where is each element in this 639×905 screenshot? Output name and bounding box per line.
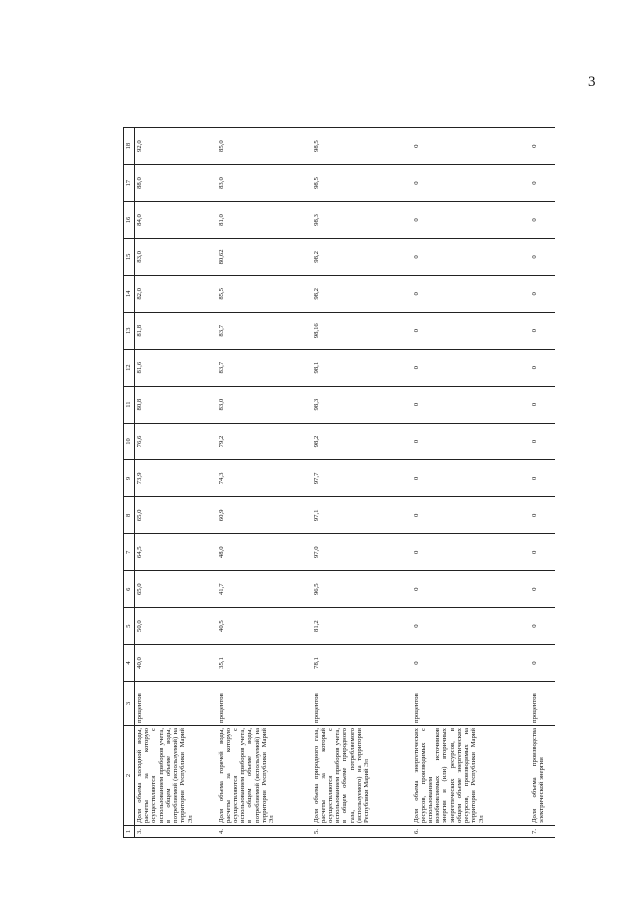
value-cell: 0 (412, 571, 530, 608)
value-cell: 0 (412, 423, 530, 460)
value-cell: 0 (412, 460, 530, 497)
value-cell: 88,0 (135, 165, 217, 202)
value-cell: 64,5 (135, 534, 217, 571)
value-cell: 60,9 (217, 497, 312, 534)
value-cell: 0 (412, 312, 530, 349)
column-header: 3 (124, 682, 135, 726)
value-cell: 0 (530, 349, 555, 386)
indicator-description: Доля объема холодной воды, расчеты за которую осуществляются с использованием приборов учета, в общем объеме воды, потребляемой (используемой) на территории Республики Марий Эл (135, 726, 217, 826)
value-cell: 0 (530, 460, 555, 497)
value-cell: 98,3 (312, 202, 412, 239)
value-cell: 98,2 (312, 238, 412, 275)
value-cell: 74,3 (217, 460, 312, 497)
value-cell: 79,2 (217, 423, 312, 460)
value-cell: 0 (412, 275, 530, 312)
value-cell: 0 (412, 238, 530, 275)
value-cell: 0 (530, 238, 555, 275)
row-number: 7. (530, 826, 555, 838)
indicators-table (123, 127, 555, 838)
column-header: 9 (124, 460, 135, 497)
column-header: 12 (124, 349, 135, 386)
value-cell: 98,2 (312, 275, 412, 312)
value-cell: 81,8 (135, 312, 217, 349)
column-header: 17 (124, 165, 135, 202)
value-cell: 0 (530, 386, 555, 423)
value-cell: 97,7 (312, 460, 412, 497)
value-cell: 83,0 (217, 386, 312, 423)
value-cell: 0 (412, 534, 530, 571)
value-cell: 80,62 (217, 238, 312, 275)
value-cell: 48,0 (217, 534, 312, 571)
table-row (312, 128, 412, 838)
column-header: 1 (124, 826, 135, 838)
column-header: 15 (124, 238, 135, 275)
value-cell: 85,5 (217, 275, 312, 312)
column-header: 2 (124, 726, 135, 826)
row-number: 3. (135, 826, 217, 838)
column-header: 7 (124, 534, 135, 571)
value-cell: 65,0 (135, 497, 217, 534)
table-body (135, 128, 555, 838)
value-cell: 84,0 (135, 202, 217, 239)
value-cell: 40,0 (135, 645, 217, 682)
value-cell: 0 (530, 423, 555, 460)
column-header: 5 (124, 608, 135, 645)
page-number: 3 (588, 74, 596, 90)
column-header: 18 (124, 128, 135, 165)
value-cell: 98,16 (312, 312, 412, 349)
value-cell: 78,1 (312, 645, 412, 682)
value-cell: 0 (530, 202, 555, 239)
table-row (530, 128, 555, 838)
table-row (412, 128, 530, 838)
indicator-description: Доля объема энергетических ресурсов, производимых с использованием возобновляемых источников энергии и (или) вторичных энергетических ресурсов, в общем объеме энергетических ресурсов, производимых на территории Республики Марий Эл (412, 726, 530, 826)
row-number: 4. (217, 826, 312, 838)
value-cell: 40,5 (217, 608, 312, 645)
value-cell: 0 (530, 571, 555, 608)
value-cell: 35,1 (217, 645, 312, 682)
value-cell: 81,2 (312, 608, 412, 645)
value-cell: 0 (412, 497, 530, 534)
value-cell: 0 (530, 645, 555, 682)
column-header: 13 (124, 312, 135, 349)
table-row (135, 128, 217, 838)
table-row (217, 128, 312, 838)
value-cell: 50,0 (135, 608, 217, 645)
value-cell: 0 (530, 497, 555, 534)
value-cell: 76,6 (135, 423, 217, 460)
value-cell: 0 (530, 128, 555, 165)
value-cell: 81,6 (135, 349, 217, 386)
value-cell: 98,3 (312, 386, 412, 423)
value-cell: 0 (412, 386, 530, 423)
column-header: 4 (124, 645, 135, 682)
value-cell: 0 (530, 534, 555, 571)
unit-cell: процентов (312, 682, 412, 726)
unit-cell: процентов (530, 682, 555, 726)
value-cell: 98,5 (312, 165, 412, 202)
value-cell: 81,0 (217, 202, 312, 239)
value-cell: 83,7 (217, 349, 312, 386)
value-cell: 82,0 (135, 275, 217, 312)
column-header: 6 (124, 571, 135, 608)
value-cell: 83,7 (217, 312, 312, 349)
value-cell: 96,5 (312, 571, 412, 608)
indicator-description: Доля объема природного газа, расчеты за который осуществляются с использованием приборов учета, в общем объеме природного газа, потребляемого (используемого) на территории Республики Марий Эл (312, 726, 412, 826)
value-cell: 0 (530, 165, 555, 202)
value-cell: 0 (412, 165, 530, 202)
value-cell: 83,0 (217, 165, 312, 202)
value-cell: 98,1 (312, 349, 412, 386)
unit-cell: процентов (135, 682, 217, 726)
unit-cell: процентов (412, 682, 530, 726)
rotated-table-area (123, 128, 573, 838)
row-number: 5. (312, 826, 412, 838)
value-cell: 98,2 (312, 423, 412, 460)
indicator-description: Доля объема производства электрической энергии (530, 726, 555, 826)
value-cell: 0 (412, 645, 530, 682)
value-cell: 0 (412, 608, 530, 645)
value-cell: 0 (412, 128, 530, 165)
value-cell: 83,0 (135, 238, 217, 275)
value-cell: 65,0 (135, 571, 217, 608)
value-cell: 0 (530, 608, 555, 645)
value-cell: 0 (412, 349, 530, 386)
value-cell: 41,7 (217, 571, 312, 608)
column-header: 11 (124, 386, 135, 423)
indicator-description: Доля объема горячей воды, расчеты за которую осуществляются с использованием приборов учета, в общем объеме воды, потребляемой (используемой) на территории Республики Марий Эл (217, 726, 312, 826)
value-cell: 80,8 (135, 386, 217, 423)
value-cell: 97,0 (312, 534, 412, 571)
column-header: 8 (124, 497, 135, 534)
value-cell: 97,1 (312, 497, 412, 534)
value-cell: 73,9 (135, 460, 217, 497)
value-cell: 92,0 (135, 128, 217, 165)
value-cell: 85,0 (217, 128, 312, 165)
row-number: 6. (412, 826, 530, 838)
column-header: 14 (124, 275, 135, 312)
column-header: 10 (124, 423, 135, 460)
value-cell: 98,5 (312, 128, 412, 165)
column-header: 16 (124, 202, 135, 239)
value-cell: 0 (530, 312, 555, 349)
value-cell: 0 (412, 202, 530, 239)
value-cell: 0 (530, 275, 555, 312)
header-row (124, 128, 135, 838)
unit-cell: процентов (217, 682, 312, 726)
